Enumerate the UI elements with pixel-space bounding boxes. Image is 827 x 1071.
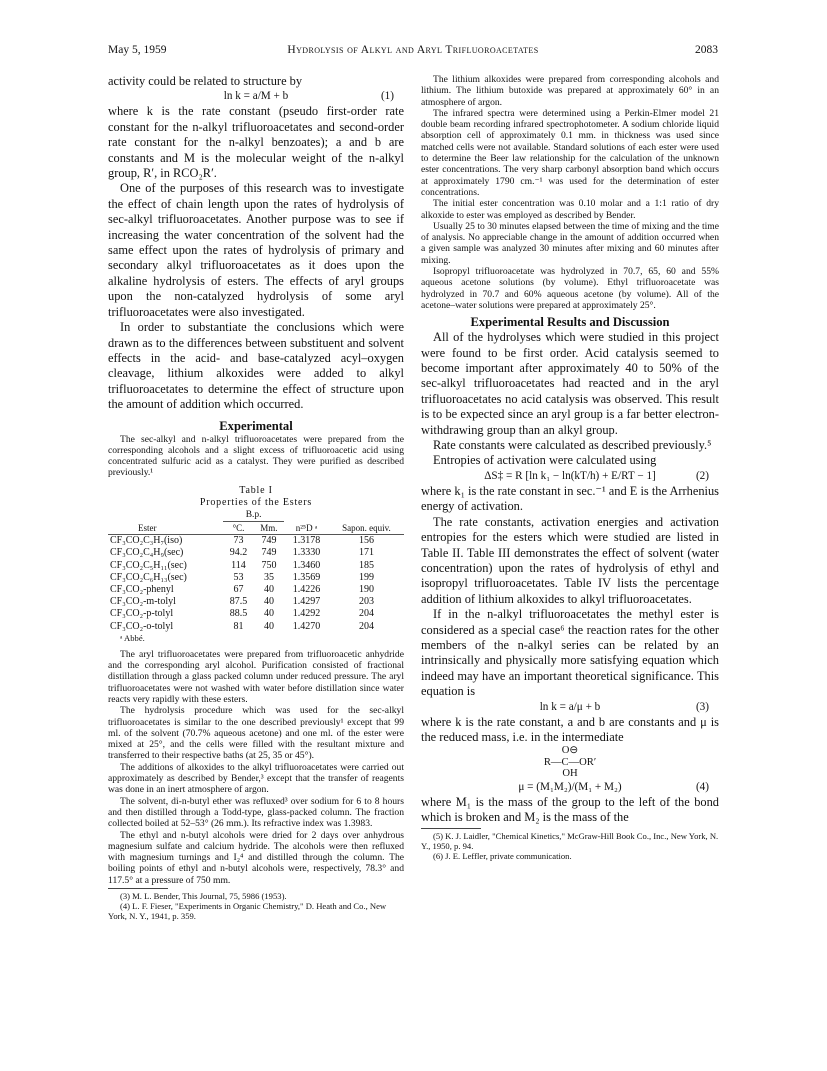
paragraph: The aryl trifluoroacetates were prepared from trifluoroacetic anhydride and the corresponding aryl alcohol. Purification consisted of fractional distillation through a glass packed column under reduced pressure. The aryl trifluoroacetates were not washed with water before distillation since water reacts very rapidly with these esters.: [108, 648, 404, 705]
equation-2: ΔS‡ = R [ln k₁ − ln(kT/h) + E/RT − 1] (2): [484, 469, 709, 482]
table-row: [108, 596, 404, 608]
table-row: [108, 584, 404, 596]
table-cell: 40: [263, 596, 274, 608]
table-cell: 94.2: [229, 547, 248, 559]
table-cell: 199: [358, 571, 374, 583]
table-row: [108, 608, 404, 620]
paragraph: In order to substantiate the conclusions which were drawn as to the differences between substituent and solvent effects in the acid- and base-catalyzed acyl–oxygen cleavage, lithium alkoxides were added to alkyl trifluoroacetates to determine the effect of structure upon the amount of addition which occurred.: [108, 320, 404, 412]
table-cell: 1.3460: [292, 559, 321, 571]
table-cell: CF₃CO₂C₃H₇(iso): [110, 535, 183, 547]
table-cell: 1.4270: [292, 620, 321, 632]
footnote-rule: [108, 888, 168, 889]
col-header: °C.: [232, 522, 245, 533]
table-row: [108, 621, 404, 633]
paragraph: activity could be related to structure by: [108, 74, 303, 88]
col-header: Ester: [138, 522, 157, 533]
table-cell: CF₃CO₂-p-tolyl: [110, 608, 174, 620]
table-row: [108, 560, 404, 572]
table-cell: 40: [263, 608, 274, 620]
equation-4: μ = (M₁M₂)/(M₁ + M₂) (4): [518, 780, 709, 793]
table-cell: CF₃CO₂-m-tolyl: [110, 596, 176, 608]
paragraph: The additions of alkoxides to the alkyl trifluoroacetates were carried out approximately as described by Bender,³ except that the transfer of reagents was done in an inert atmosphere of argon.: [108, 761, 404, 796]
footnote: (5) K. J. Laidler, "Chemical Kinetics," McGraw-Hill Book Co., Inc., New York, N. Y., 1950, p. 94.: [421, 830, 719, 851]
footnote-rule: [421, 828, 481, 829]
table-cell: CF₃CO₂C₆H₁₃(sec): [110, 571, 187, 583]
table-cell: 749: [261, 535, 277, 547]
table-cell: 35: [263, 571, 274, 583]
table-cell: CF₃CO₂C₅H₁₁(sec): [110, 559, 187, 571]
page-number: 2083: [695, 44, 718, 56]
table-cell: CF₃CO₂-phenyl: [110, 583, 174, 595]
paragraph: where k is the rate constant, a and b are constants and μ is the reduced mass, i.e. in the intermediate: [421, 714, 719, 744]
properties-table: [108, 509, 404, 633]
paragraph: The hydrolysis procedure which was used for the sec-alkyl trifluoroacetates is similar to the one described previously¹ except that 99 ml. of the solvent (70.7% aqueous acetone) and one ml. of the ester were mixed at 25°, and the cells were filled with the resultant mixture and transferred to their respective baths (at 25, 35 or 45°).: [108, 705, 404, 762]
header-title: Hydrolysis of Alkyl and Aryl Trifluoroacetates: [287, 44, 539, 56]
table-cell: 1.3178: [292, 535, 321, 547]
paragraph: The solvent, di-n-butyl ether was refluxed³ over sodium for 6 to 8 hours and then distilled through a Todd-type, glass-packed column. The fraction collected boiled at 52–53° (26 mm.). Its refractive index was 1.3983.: [108, 795, 404, 830]
section-heading-results: Experimental Results and Discussion: [470, 315, 670, 330]
table-cell: 1.3569: [292, 571, 321, 583]
paragraph: Usually 25 to 30 minutes elapsed between the time of mixing and the time of analysis. No appreciable change in the amount of addition occurred when a given sample was analyzed 30 minutes after mixing and 60 minutes after mixing.: [421, 220, 719, 266]
table-cell: 87.5: [229, 596, 248, 608]
footnote: (6) J. E. Leffler, private communication.: [433, 850, 572, 861]
paragraph: where k is the rate constant (pseudo first-order rate constant for the n-alkyl trifluoroacetates and second-order rate constant for the n-alkyl benzoates); a and b are constants and M is the molecular weight of the n-alkyl group, R′, in RCO₂R′.: [108, 104, 404, 181]
header-date: May 5, 1959: [108, 44, 167, 56]
paragraph: Rate constants were calculated as described previously.⁵: [433, 438, 712, 453]
paragraph: One of the purposes of this research was to investigate the effect of chain length upon the rates of hydrolysis of sec-alkyl trifluoroacetates. Another purpose was to see if increasing the water concentration of the solvent had the same effect upon the rates of hydrolysis of primary and secondary alkyl trifluoroacetates as it does upon the alkaline hydrolysis of esters. The effects of aryl groups upon the non-catalyzed hydrolysis of some aryl trifluoroacetates were also investigated.: [108, 181, 404, 319]
paragraph: The infrared spectra were determined using a Perkin-Elmer model 21 double beam recording infrared spectrophotometer. A sodium chloride liquid absorption cell of approximately 0.1 mm. in thickness was used since matched cells were not available. Standard solutions of each ester were used to determine the Beer law relationship for the calculation of the unknown ester concentrations. The very sharp carbonyl absorption band which occurs at approximately 1790 cm.⁻¹ was used for the determination of ester concentrations.: [421, 107, 719, 198]
paragraph: The rate constants, activation energies and activation entropies for the esters which were studied are listed in Table II. Table III demonstrates the effect of solvent (water concentration) upon the rates of hydrolysis of ethyl and isopropyl trifluoroacetates. Table IV lists the percentage addition of lithium alkoxides to alkyl trifluoroacetates.: [421, 514, 719, 606]
table-caption: Table I: [239, 484, 273, 496]
paragraph: The lithium alkoxides were prepared from corresponding alcohols and lithium. The lithium butoxide was prepared at approximately 60° in an atmosphere of argon.: [421, 74, 719, 108]
col-header: Mm.: [260, 522, 278, 533]
table-cell: 190: [358, 583, 374, 595]
table-cell: 1.4226: [292, 583, 321, 595]
right-column: [421, 74, 719, 861]
section-heading-experimental: Experimental: [219, 418, 293, 433]
structure-top: O⊖: [561, 745, 579, 757]
footnote: (3) M. L. Bender, This Journal, 75, 5986 (1953).: [120, 890, 287, 901]
paragraph: If in the n-alkyl trifluoroacetates the methyl ester is considered as a special case⁶ the reaction rates for the other members of the n-alkyl series can be related by an intrinsically and physically more satisfying equation which indeed may have an important theoretical significance. This equation is: [421, 607, 719, 699]
equation-1: ln k = a/M + b (1): [223, 90, 394, 103]
table-cell: 114: [231, 559, 246, 571]
table-cell: 171: [358, 547, 374, 559]
table-cell: 40: [263, 583, 274, 595]
table-cell: 81: [233, 620, 244, 632]
equation-3: ln k = a/μ + b (3): [539, 700, 709, 713]
bp-header: B.p.: [223, 509, 284, 522]
table-cell: 156: [358, 535, 374, 547]
table-cell: 73: [233, 535, 244, 547]
paragraph: Entropies of activation were calculated using: [433, 453, 657, 468]
running-header: [108, 44, 718, 60]
table-cell: CF₃CO₂-o-tolyl: [110, 620, 174, 632]
table-cell: CF₃CO₂C₄H₉(sec): [110, 547, 184, 559]
paragraph: Isopropyl trifluoroacetate was hydrolyzed in 70.7, 65, 60 and 55% aqueous acetone solutions (by volume). Ethyl trifluoroacetate was hydrolyzed in 70.7 and 60% aqueous acetone (by volume). All of the acetone–water solutions were prepared at approximately 25°.: [421, 266, 719, 311]
paragraph: The sec-alkyl and n-alkyl trifluoroacetates were prepared from the corresponding alcohols and a slight excess of trifluoroacetic acid using concentrated sulfuric acid as a catalyst. They were purified as described previously.¹: [108, 433, 404, 479]
table-footnote: ᵃ Abbé.: [120, 632, 145, 643]
table-cell: 750: [261, 559, 277, 571]
paragraph: The ethyl and n-butyl alcohols were dried for 2 days over anhydrous magnesium sulfate and calcium hydride. The alcohols were then refluxed with magnesium turnings and I₂⁴ and distilled through the column. The boiling points of ethyl and n-butyl alcohols were, respectively, 78.3° and 117.5° at a pressure of 750 mm.: [108, 829, 404, 886]
col-header: n²⁵D ᵃ: [295, 522, 318, 533]
structure-middle: R—C—OR′: [543, 756, 597, 768]
table-cell: 40: [263, 620, 274, 632]
table-cell: 67: [233, 583, 244, 595]
paragraph: All of the hydrolyses which were studied in this project were found to be first order. Acid catalysis seemed to become important after approximately 40 to 50% of the sec-alkyl trifluoroacetates had reacted and in the aryl trifluoroacetates no acid catalysis was observed. This result is to be expected since an aryl group is a far better electron-withdrawing group than an alkyl group.: [421, 330, 719, 437]
paragraph: where M₁ is the mass of the group to the left of the bond which is broken and M₂ is the mass of the: [421, 794, 719, 825]
table-cell: 1.3330: [292, 547, 321, 559]
table-row: [108, 535, 404, 548]
table-row: [108, 547, 404, 559]
table-cell: 203: [358, 596, 374, 608]
table-cell: 204: [358, 608, 374, 620]
structure-bottom: OH: [562, 768, 578, 780]
footnote: (4) L. F. Fieser, "Experiments in Organic Chemistry," D. Heath and Co., New York, N. Y., 1941, p. 359.: [108, 900, 387, 921]
table-cell: 185: [358, 559, 374, 571]
col-header: Sapon. equiv.: [342, 522, 391, 533]
table-subcaption: Properties of the Esters: [199, 496, 313, 508]
left-column: [108, 74, 404, 921]
table-cell: 88.5: [229, 608, 248, 620]
table-cell: 1.4292: [292, 608, 321, 620]
table-cell: 1.4297: [292, 596, 321, 608]
table-1: [108, 485, 404, 643]
paragraph: The initial ester concentration was 0.10 molar and a 1:1 ratio of dry alkoxide to ester was employed as described by Bender.: [421, 198, 719, 221]
table-cell: 53: [233, 571, 244, 583]
intermediate-structure: [421, 745, 719, 780]
table-cell: 204: [358, 620, 374, 632]
table-cell: 749: [261, 547, 277, 559]
paragraph: where k₁ is the rate constant in sec.⁻¹ and E is the Arrhenius energy of activation.: [421, 483, 719, 514]
table-row: [108, 572, 404, 584]
